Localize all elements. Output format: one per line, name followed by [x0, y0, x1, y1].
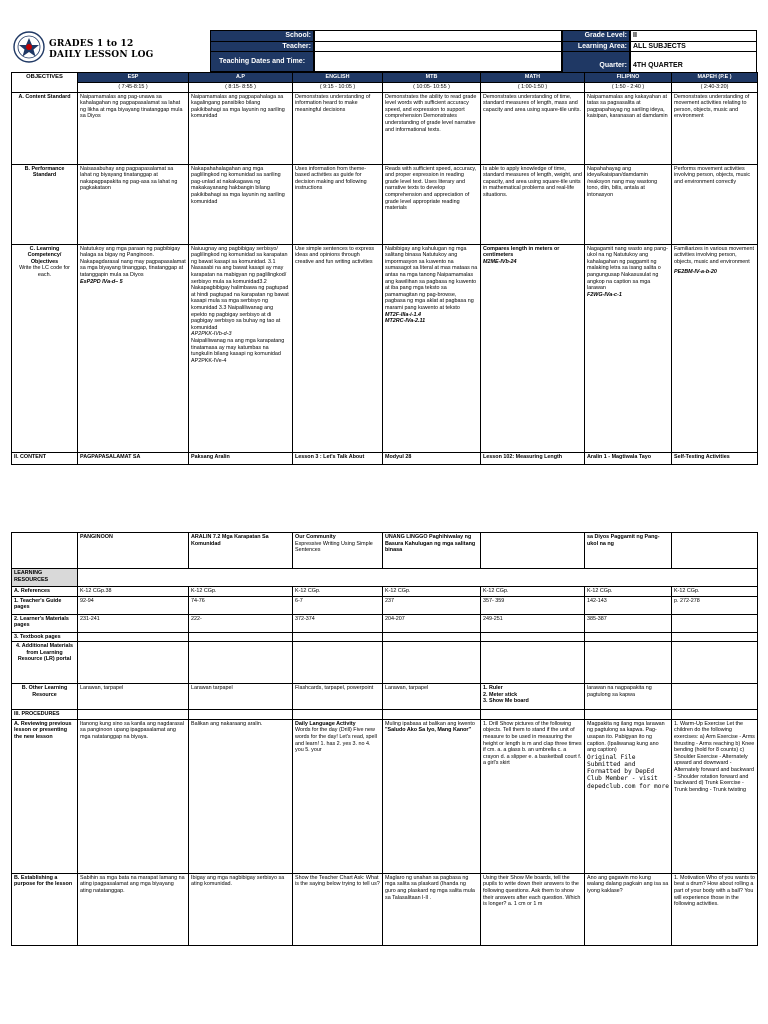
cell: [481, 710, 585, 720]
col-filipino: FILIPINO: [585, 73, 672, 83]
lesson-log-table-page1: [11, 72, 758, 465]
time-ap: ( 8:15- 8:55 ): [189, 83, 293, 93]
cell: Reads with sufficient speed, accuracy, and proper expression in reading grade level text. Uses literary and narrative texts to develop comprehension and appreciation of grade level appropriate reading materials: [383, 164, 481, 244]
header-left-values: [314, 30, 562, 72]
cell: 92-94: [78, 596, 189, 614]
cell: 74-76: [189, 596, 293, 614]
cell: Balikan ang nakaraang aralin.: [189, 719, 293, 873]
cell: Itanong kung sino sa kanila ang nagdarasal sa panginoon upang ipagpasalamat ang mga natatanggap na biyaya.: [78, 719, 189, 873]
cell: K-12 CGp.: [481, 587, 585, 597]
math-resource-3: 3. Show Me board: [483, 698, 529, 705]
cell: [293, 632, 383, 642]
area-label: Learning Area:: [563, 41, 630, 52]
label-textbook: 3. Textbook pages: [12, 632, 78, 642]
cell: 372-374: [293, 614, 383, 632]
cell: 249-251: [481, 614, 585, 632]
label-reviewing: A. Reviewing previous lesson or presenting the new lesson: [12, 719, 78, 873]
math-resource-1: 1. Ruler: [483, 685, 503, 692]
grade-value[interactable]: II: [631, 31, 757, 42]
cell: Larawan, tarpapel: [78, 684, 189, 710]
cell: [585, 719, 672, 873]
cell: Larawan, tarpapel: [383, 684, 481, 710]
cell: larawan na nagpapakita ng pagtulong sa kapwa: [585, 684, 672, 710]
col-mtb: MTB: [383, 73, 481, 83]
cell: [383, 632, 481, 642]
label-competency-title: C. Learning Competency/ Objectives: [27, 245, 62, 265]
row-competency: [12, 244, 758, 452]
quarter-value[interactable]: 4TH QUARTER: [631, 52, 757, 81]
col-esp: ESP: [78, 73, 189, 83]
page-two: [0, 512, 768, 1024]
cell: 385-387: [585, 614, 672, 632]
time-filipino: ( 1:50 - 2:40 ): [585, 83, 672, 93]
filipino-code: F2WG-IVa-c-1: [587, 291, 622, 298]
cell: 231-241: [78, 614, 189, 632]
col-math: MATH: [481, 73, 585, 83]
mtb-code-2: MT2RC-IVa-2.11: [385, 318, 426, 325]
cell: Ibigay ang mga nagbibigay serbisyo sa ating komunidad.: [189, 873, 293, 945]
cell: K-12 CGp.38: [78, 587, 189, 597]
cell: [481, 684, 585, 710]
dates-value[interactable]: [315, 52, 562, 72]
mtb-code-1: MT2F-IIIa-i-1.4: [385, 311, 421, 318]
header-left-labels: [210, 30, 314, 72]
area-value[interactable]: ALL SUBJECTS: [631, 41, 757, 52]
cell: Ano ang gagawin mo kung walang dalang pagkain ang isa sa iyong kaklase?: [585, 873, 672, 945]
cell: [189, 244, 293, 452]
label-learning-resources: LEARNING RESOURCES: [12, 569, 78, 587]
cell: [293, 710, 383, 720]
cell: 1. Motivation Who of you wants to beat a drum? How about rolling a part of your body with a ball? You will experience those in the following activities.: [672, 873, 758, 945]
label-lr-portal: 4. Additional Materials from Learning Resource (LR) portal: [12, 642, 78, 684]
doc-title-line2: DAILY LESSON LOG: [49, 50, 154, 60]
cell: Lesson 3 : Let's Talk About: [293, 452, 383, 464]
cell: Naipamamalas ang pagpapahalaga sa kagalingang pansibiko bilang pakikibahagi sa mga layunin ng sariling komunidad: [189, 92, 293, 164]
row-teachers-guide: [12, 596, 758, 614]
english-subtopic: Expressive Writing Using Simple Sentences: [295, 540, 373, 554]
cell: PANGINOON: [78, 533, 189, 569]
cell: Using their Show Me boards, tell the pupils to write down their answers to the following questions. Ask them to show their answers after each question. Which is longer? a. 1 cm or 1 m: [481, 873, 585, 945]
cell: K-12 CGp.: [189, 587, 293, 597]
cell: Demonstrates understanding of movement activities relating to person, objects, music and environment: [672, 92, 758, 164]
cell: 1. Warm-Up Exercise Let the children do the following exercises: a) Arm Exercise - Arms thrusting - Arms reaching b) Knee bending (hold for 8 counts) c) Shoulder Exercise - Alternately upward and downward - Alternately forward and backward - Shoulder rotation forward and backward d) Trunk Exercise - Trunk bending - Trunk twisting: [672, 719, 758, 873]
cell: [78, 632, 189, 642]
cell: [189, 642, 293, 684]
cell: 222-: [189, 614, 293, 632]
row-learning-resources: [12, 569, 758, 587]
cell: Lesson 102: Measuring Length: [481, 452, 585, 464]
cell: PAGPAPASALAMAT SA: [78, 452, 189, 464]
cell: [672, 632, 758, 642]
mtb-review: Muling ipabasa at balikan ang kwento: [385, 720, 475, 727]
cell: Naipamamalas ang kakayahan at tatas sa pagsasalita at pagpapahayag ng sariling ideya, kaisipan, karanasan at damdamin: [585, 92, 672, 164]
cell: 1. Drill Show pictures of the following objects. Tell them to stand if the unit of measure to be used in measuring the height or length is m and clap three times if cm. a. a glass b. an umbrella c. a crayon d. a slipper e. a basketball court f. a girl's skirt: [481, 719, 585, 873]
col-english: ENGLISH: [293, 73, 383, 83]
ap-code-2: AP2PKK-IVe-4: [191, 357, 227, 364]
cell: sa Diyos Paggamit ng Pang-ukol na ng: [585, 533, 672, 569]
document-header: [11, 30, 757, 71]
cell: [672, 244, 758, 452]
label-learners-materials: 2. Learner's Materials pages: [12, 614, 78, 632]
cell: [585, 710, 672, 720]
filipino-review: Magpakita ng ilang mga larawan ng pagtulong sa kapwa. Pag-usapan ito. Pabigyan ito ng caption. (Ipaliwanag kung ano ang caption): [587, 720, 665, 754]
cell: [585, 642, 672, 684]
cell: 357- 359: [481, 596, 585, 614]
school-label: School:: [211, 31, 314, 42]
cell: 142-143: [585, 596, 672, 614]
grade-label: Grade Level:: [563, 31, 630, 42]
cell: Demonstrates the ability to read grade level words with sufficient accuracy speed, and expression to support comprehension Demonstrates understanding of grade level narrative and informational texts.: [383, 92, 481, 164]
row-content: [12, 452, 758, 464]
cell: [189, 710, 293, 720]
cell: [481, 244, 585, 452]
cell: [383, 719, 481, 873]
teacher-value[interactable]: [315, 41, 562, 52]
lesson-log-table-page2: [11, 532, 758, 946]
time-mapeh: ( 2:40-3:20): [672, 83, 758, 93]
cell: Flashcards, tarpapel, powerpoint: [293, 684, 383, 710]
doc-title: [49, 39, 154, 61]
time-mtb: ( 10:05- 10:55 ): [383, 83, 481, 93]
row-procedures: [12, 710, 758, 720]
cell: Demonstrates understanding of information heard to make meaningful decisions: [293, 92, 383, 164]
mapeh-competency: Familiarizes in various movement activities involving person, objects, music and environment: [674, 245, 754, 265]
cell: [672, 684, 758, 710]
cell: [293, 533, 383, 569]
row-other-resources: [12, 684, 758, 710]
cell: [585, 632, 672, 642]
page-one: [0, 0, 768, 476]
cell: K-12 CGp.: [585, 587, 672, 597]
cell: [78, 569, 758, 587]
quarter-label: Quarter:: [563, 52, 630, 81]
cell: [585, 244, 672, 452]
row-purpose: [12, 873, 758, 945]
label-purpose: B. Establishing a purpose for the lesson: [12, 873, 78, 945]
time-esp: ( 7:45-8:15 ): [78, 83, 189, 93]
cell: [672, 710, 758, 720]
cell: Use simple sentences to express ideas and opinions through creative and fun writing activities: [293, 244, 383, 452]
row-lr-portal: [12, 642, 758, 684]
cell: Modyul 28: [383, 452, 481, 464]
row-performance-standard: [12, 164, 758, 244]
cell: [293, 642, 383, 684]
cell: Performs movement activities involving person, objects, music and environment correctly: [672, 164, 758, 244]
time-math: ( 1:00-1:50 ): [481, 83, 585, 93]
doc-title-line1: GRADES 1 to 12: [49, 39, 134, 49]
esp-code: EsP2PD IVa-d– 5: [80, 278, 123, 285]
deped-seal-icon: [13, 31, 45, 63]
school-value[interactable]: [315, 31, 562, 42]
label-procedures: III. PROCEDURES: [12, 710, 78, 720]
english-activity: Words for the day (Drill) Five new words for the day! Let's read, spell and learn! 1. has 2. yes 3. no 4. you 5. your: [295, 727, 377, 754]
row-references: [12, 587, 758, 597]
cell: Paksang Aralin: [189, 452, 293, 464]
cell: K-12 CGp.: [672, 587, 758, 597]
objectives-header: OBJECTIVES: [12, 73, 78, 93]
label-competency: [12, 244, 78, 452]
mtb-story-title: "Saludo Ako Sa Iyo, Mang Kanor": [385, 727, 472, 734]
cell: Self-Testing Activities: [672, 452, 758, 464]
cell: K-12 CGp.: [293, 587, 383, 597]
cell: [672, 533, 758, 569]
cell: [481, 642, 585, 684]
col-ap: A.P: [189, 73, 293, 83]
teacher-label: Teacher:: [211, 41, 314, 52]
watermark-note: Original File Submitted and Formatted by DepEd Club Member - visit depedclub.com for more: [587, 753, 669, 790]
col-mapeh: MAPEH (P.E ): [672, 73, 758, 83]
label-references: A. References: [12, 587, 78, 597]
mtb-competency: Naibibigay ang kahulugan ng mga salitang binasa Natutukoy ang impormasyon sa kuwento na sumasagot sa literal at mas mataas na antas na mga tanong Naipamamalas ang kawilihan sa pagbasa ng kuwento at iba pang mga teksto sa pamamagitan ng pag-browse, pagbasa ng mga aklat at pagbasa ng marami pang kuwento at teksto: [385, 245, 478, 311]
label-performance-standard: B. Performance Standard: [12, 164, 78, 244]
label-content-standard: A. Content Standard: [12, 92, 78, 164]
cell: [189, 632, 293, 642]
english-topic: Our Community: [295, 534, 336, 540]
cell: ARALIN 7.2 Mga Karapatan Sa Komunidad: [189, 533, 293, 569]
cell: Is able to apply knowledge of time, standard measures of length, weight, and capacity, and area using square-tile units in mathematical problems and real-life situations.: [481, 164, 585, 244]
row-textbook: [12, 632, 758, 642]
math-resource-2: 2. Meter stick: [483, 691, 518, 698]
mapeh-code: PE2BM-IV-a-b-20: [674, 269, 717, 276]
math-code: M2ME-IVb-24: [483, 258, 517, 265]
label-competency-note: Write the LC code for each.: [19, 265, 70, 278]
cell: [481, 632, 585, 642]
cell: [78, 642, 189, 684]
cell: 6-7: [293, 596, 383, 614]
cell: Nakapahahalagahan ang mga paglilingkod ng komunidad sa sariling pag-unlad at nakakagawa ng makakayanang hakbangin bilang pakikibahagi sa mga layunin ng sariling komunidad: [189, 164, 293, 244]
cell: [672, 614, 758, 632]
cell: 237: [383, 596, 481, 614]
cell: K-12 CGp.: [383, 587, 481, 597]
dates-label: Teaching Dates and Time:: [211, 52, 314, 72]
cell: [293, 719, 383, 873]
cell: Sabihin sa mga bata na marapat lamang na ating ipagpasalamat ang mga biyayang ating natatanggap.: [78, 873, 189, 945]
label-teachers-guide: 1. Teacher's Guide pages: [12, 596, 78, 614]
cell: [481, 533, 585, 569]
ap-competency: Naiuugnay ang pagbibigay serbisyo/ paglilingkod ng komunidad sa karapatan ng bawat kasapi sa komunidad. 3.1 Nasasabi na ang bawat kasapi ay may karapatan na mabigyan ng paglilingkod/ serbisyo mula sa komunidad3.2 Nakapagbibigay halimbawa ng pagtupad at hindi pagtupad na karapatan ng bawat kasapi mula sa mga serbisyo ng komunidad 3.3 Naipaliliwanag ang epekto ng pagbigay serbisyo at di pagbigay serbisyo sa buhay ng tao at komunidad: [191, 245, 289, 331]
row-learners-materials: [12, 614, 758, 632]
ap-code: AP2PKK-IVb-d-3: [191, 331, 232, 338]
cell: [78, 244, 189, 452]
cell: Uses information from theme-based activities as guide for decision making and following instructions: [293, 164, 383, 244]
cell: Aralin 1 - Magtiwala Tayo: [585, 452, 672, 464]
time-english: ( 9:15 - 10:05 ): [293, 83, 383, 93]
cell: p. 272-278: [672, 596, 758, 614]
label-content: II. CONTENT: [12, 452, 78, 464]
cell: Maglaro ng unahan sa pagbasa ng mga salita sa plaskard (Ihanda ng guro ang plaskard ng mga salita mula sa Talasalitaan I-II .: [383, 873, 481, 945]
cell: Show the Teacher Chart Ask: What is the saying below trying to tell us?: [293, 873, 383, 945]
english-activity-title: Daily Language Activity: [295, 720, 356, 727]
cell: Larawan tarpapel: [189, 684, 293, 710]
cell: [383, 244, 481, 452]
cell: [383, 710, 481, 720]
row-content-standard: [12, 92, 758, 164]
cell: [383, 642, 481, 684]
filipino-competency: Nagagamit nang wasto ang pang-ukol na ng Natutukoy ang kahalagahan ng paggamit ng malaking letra sa isang salita o pangungusap Nakasusulat ng angkop na caption sa mga larawan: [587, 245, 668, 292]
row-reviewing: [12, 719, 758, 873]
cell: Napahahayag ang ideya/kaisipan/damdamin /reaksyon nang may wastong tono, diin, bilis, antala at intonasyon: [585, 164, 672, 244]
ap-competency-2: Naipaliliwanag na ang mga karapatang tinatamasa ay may katumbas na tungkulin bilang kasapi ng komunidad: [191, 337, 285, 358]
cell: [12, 533, 78, 569]
cell: Naisasabuhay ang pagpapasalamat sa lahat ng biyayang tinatanggap at nakapagpapakita ng pag-asa sa lahat ng pagkakataon: [78, 164, 189, 244]
cell: [672, 642, 758, 684]
label-other-resources: B. Other Learning Resource: [12, 684, 78, 710]
cell: Naipamamalas ang pag-unawa sa kahalagahan ng pagpapasalamat sa lahat ng likha at mga biyayang tinatanggap mula sa Diyos: [78, 92, 189, 164]
cell: [78, 710, 189, 720]
math-competency: Compares length in meters or centimeters: [483, 245, 560, 259]
cell: Demonstrates understanding of time, standard measures of length, mass and capacity and area using square-tile units.: [481, 92, 585, 164]
cell: UNANG LINGGO Paghihiwalay ng Basura Kahulugan ng mga salitang binasa: [383, 533, 481, 569]
row-content-continued: [12, 533, 758, 569]
esp-competency: Natutukoy ang mga paraan ng pagbibigay halaga sa bigay ng Panginoon. Nakapagdarasal nang may pagpapasalamat sa mga biyayang tinanggap, tinatanggap at tatanggapin mula sa Diyos: [80, 245, 186, 278]
cell: 204-207: [383, 614, 481, 632]
